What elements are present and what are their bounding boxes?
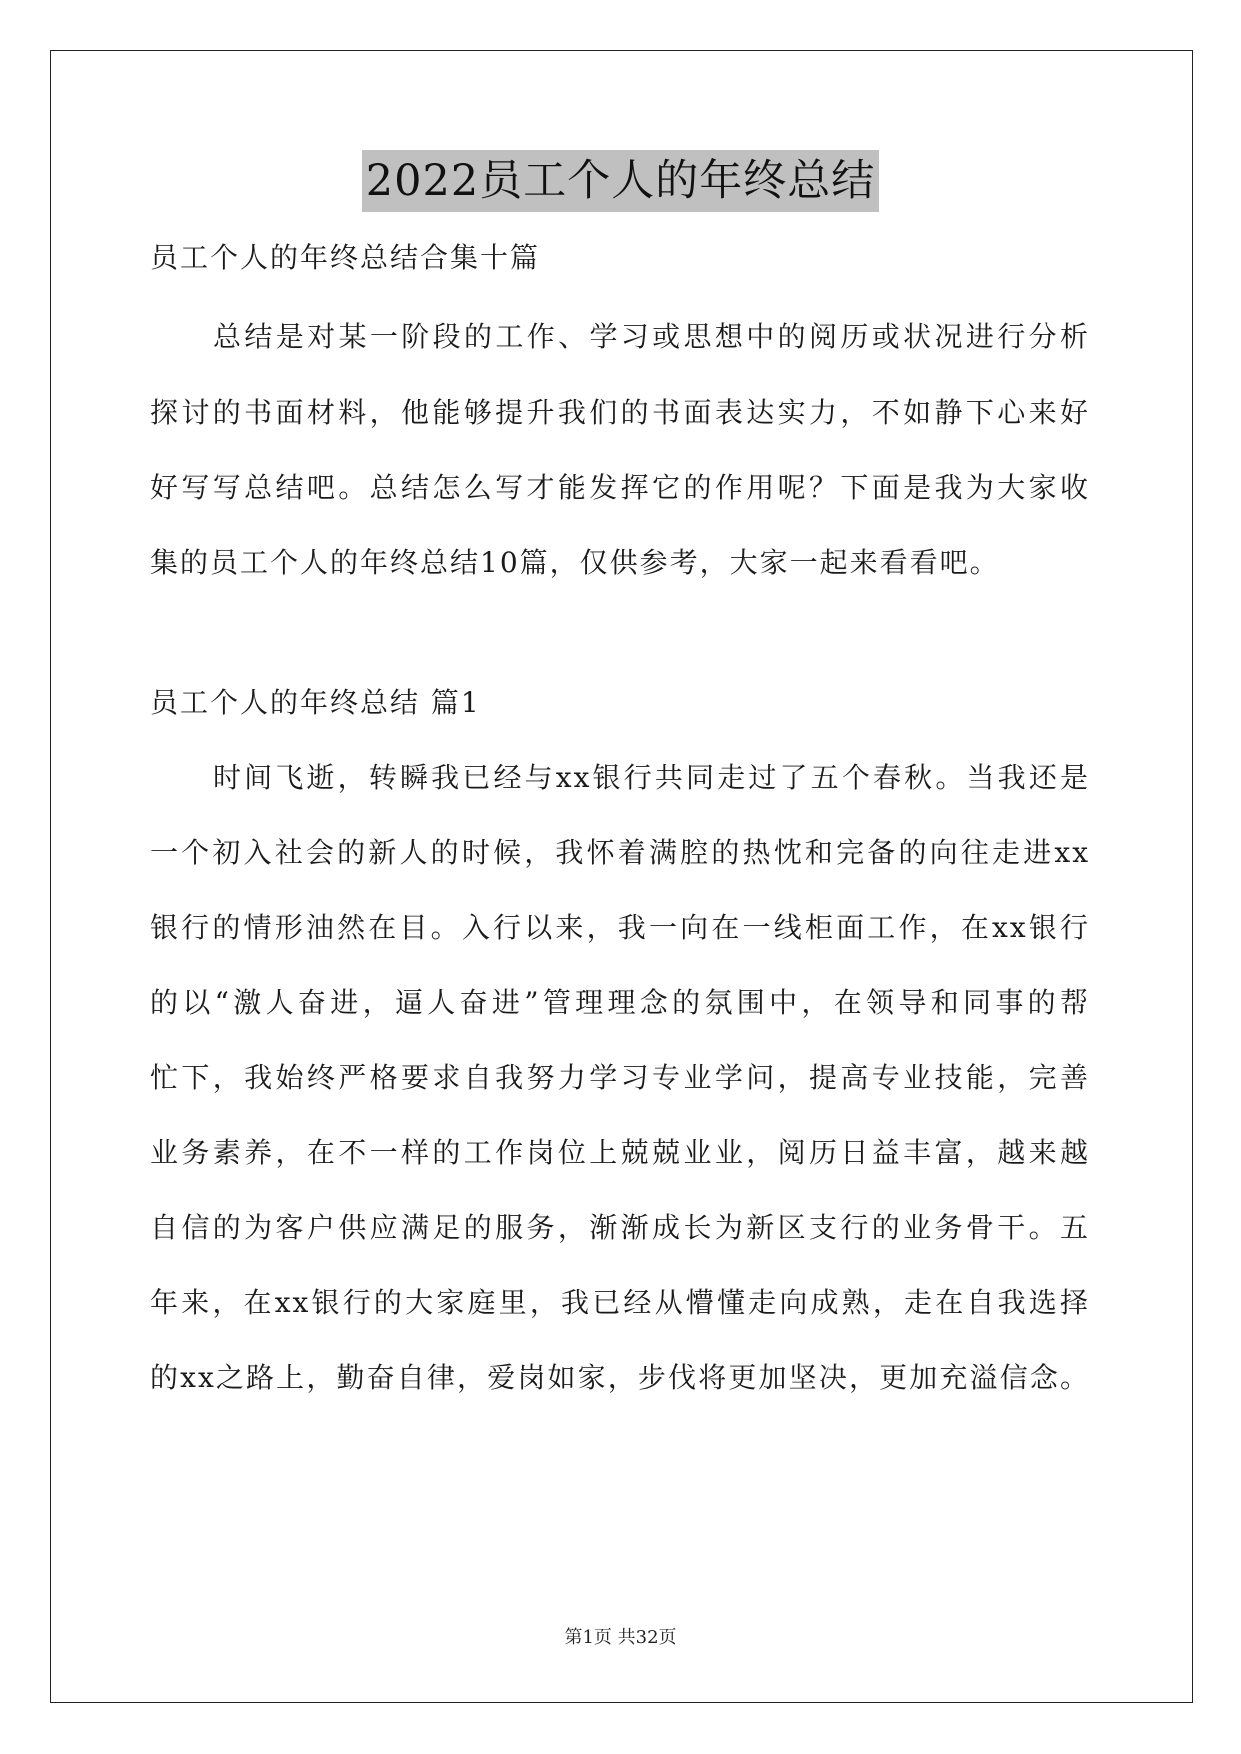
- section-line-7: 自信的为客户供应满足的服务，渐渐成长为新区支行的业务骨干。五: [150, 1211, 1090, 1244]
- document-title: 2022员工个人的年终总结: [362, 150, 879, 212]
- subtitle: 员工个人的年终总结合集十篇: [150, 241, 541, 274]
- title-container: [0, 150, 1241, 212]
- intro-line-3: 好写写总结吧。总结怎么写才能发挥它的作用呢？下面是我为大家收: [150, 471, 1090, 504]
- intro-line-2: 探讨的书面材料，他能够提升我们的书面表达实力，不如静下心来好: [150, 396, 1090, 429]
- section-line-4: 的以“激人奋进，逼人奋进”管理理念的氛围中，在领导和同事的帮: [150, 986, 1090, 1019]
- section-heading: 员工个人的年终总结 篇1: [150, 686, 481, 719]
- section-line-5: 忙下，我始终严格要求自我努力学习专业学问，提高专业技能，完善: [150, 1061, 1090, 1094]
- page-border: [50, 50, 1193, 1703]
- intro-line-4: 集的员工个人的年终总结10篇，仅供参考，大家一起来看看吧。: [150, 546, 1000, 579]
- section-line-8: 年来，在xx银行的大家庭里，我已经从懵懂走向成熟，走在自我选择: [150, 1286, 1090, 1319]
- page-footer: 第1页 共32页: [564, 1627, 677, 1648]
- section-line-6: 业务素养，在不一样的工作岗位上兢兢业业，阅历日益丰富，越来越: [150, 1136, 1090, 1169]
- section-line-2: 一个初入社会的新人的时候，我怀着满腔的热忱和完备的向往走进xx: [150, 836, 1090, 869]
- section-line-1: 时间飞逝，转瞬我已经与xx银行共同走过了五个春秋。当我还是: [213, 761, 1090, 794]
- section-line-3: 银行的情形油然在目。入行以来，我一向在一线柜面工作，在xx银行: [150, 911, 1090, 944]
- intro-line-1: 总结是对某一阶段的工作、学习或思想中的阅历或状况进行分析: [213, 320, 1090, 353]
- section-line-9: 的xx之路上，勤奋自律，爱岗如家，步伐将更加坚决，更加充溢信念。: [150, 1361, 1090, 1394]
